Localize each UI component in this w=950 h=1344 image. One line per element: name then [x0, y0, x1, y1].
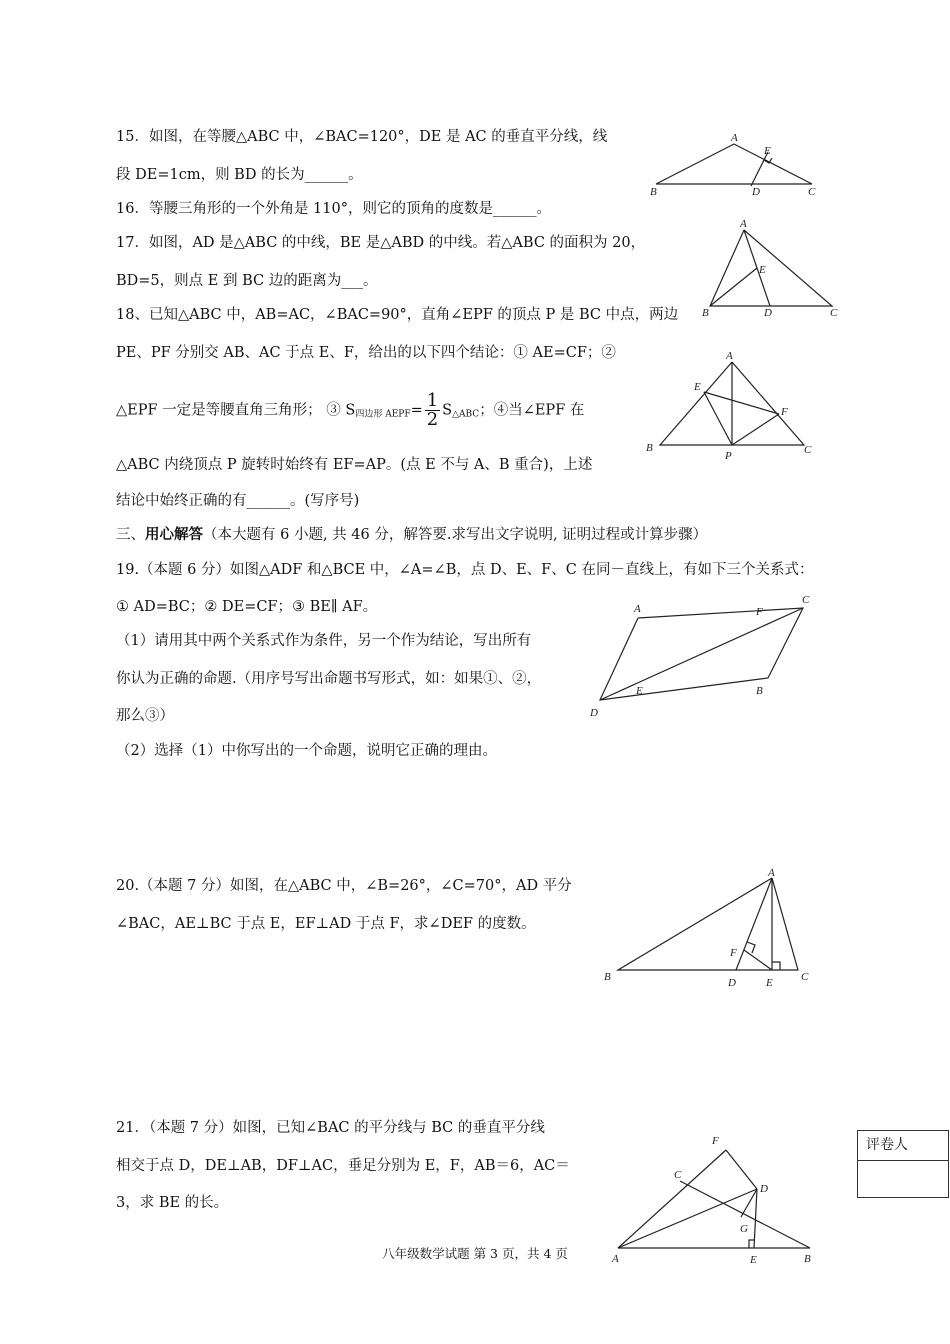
q18-label-p: P: [725, 450, 732, 462]
q18-label-a: A: [726, 350, 733, 362]
q20-label-d: D: [728, 977, 736, 988]
q21-label-b: B: [804, 1253, 811, 1265]
section3-heading: [116, 525, 707, 545]
q18-s: S: [442, 402, 453, 419]
q18-line-pe: [704, 392, 732, 445]
q21-label-g: G: [740, 1223, 748, 1235]
q19-label-d: D: [590, 707, 598, 719]
q17-figure: [700, 218, 845, 320]
q21-line-fd: [726, 1150, 757, 1189]
q17-label-d: D: [764, 307, 772, 319]
q17-label-a: A: [740, 218, 747, 230]
q15-label-b: B: [650, 186, 657, 198]
q19-label-f: F: [756, 606, 763, 618]
q18-line3-text-b: ；④当∠EPF 在: [479, 402, 585, 419]
q21-line2: 相交于点 D，DE⊥AB，DF⊥AC，垂足分别为 E，F，AB＝6，AC＝: [116, 1158, 570, 1174]
q21-line1: 21．（本题 7 分）如图，已知∠BAC 的平分线与 BC 的垂直平分线: [116, 1120, 545, 1136]
q19-line1: 19.（本题 6 分）如图△ADF 和△BCE 中，∠A=∠B，点 D、E、F、C 在同－直线上，有如下三个关系式：: [116, 562, 814, 578]
q15-line2: 段 DE=1cm，则 BD 的长为______。: [116, 167, 363, 183]
q17-label-e: E: [759, 264, 766, 276]
q20-label-a: A: [768, 867, 775, 879]
q18-label-e: E: [694, 381, 701, 393]
q20-label-e: E: [766, 977, 773, 988]
q18-label-f: F: [781, 406, 788, 418]
q15-triangle: [656, 144, 812, 184]
q20-line-ef: [744, 950, 772, 970]
q20-line1: 20.（本题 7 分）如图，在△ABC 中，∠B=26°，∠C=70°，AD 平分: [116, 878, 572, 894]
q18-sub-quad: 四边形 AEPF: [355, 409, 411, 420]
q17-median-be: [710, 268, 757, 306]
q20-label-c: C: [801, 971, 809, 983]
q21-label-a: A: [612, 1253, 619, 1265]
q20-triangle: [618, 878, 798, 970]
q18-line-pf: [732, 414, 779, 445]
q19-line6: （2）选择（1）中你写出的一个命题，说明它正确的理由。: [116, 743, 497, 759]
q17-triangle: [710, 230, 832, 306]
q20-right-angle-f: [747, 942, 755, 953]
q15-label-e: E: [764, 145, 771, 157]
q19-line2: ① AD=BC；② DE=CF；③ BE∥ AF。: [116, 599, 378, 615]
q19-label-b: B: [756, 685, 763, 697]
q21-label-c: C: [674, 1169, 682, 1181]
q19-label-a: A: [634, 603, 641, 615]
q15-figure: [648, 128, 828, 200]
q18-fraction: [425, 392, 440, 429]
q18-label-b: B: [646, 442, 653, 454]
q19-label-c: C: [802, 594, 810, 606]
q18-frac-den: 2: [426, 409, 439, 430]
q15-label-a: A: [731, 132, 738, 144]
q15-line1: 15．如图，在等腰△ABC 中，∠BAC=120°，DE 是 AC 的垂直平分线，线: [116, 129, 608, 145]
q19-label-e: E: [636, 685, 643, 697]
q18-line3-text-a: △EPF 一定是等腰直角三角形； ③ S: [116, 402, 356, 419]
q18-frac-num: 1: [426, 390, 439, 411]
q21-line-af: [618, 1150, 726, 1248]
q20-line2: ∠BAC，AE⊥BC 于点 E，EF⊥AD 于点 F，求∠DEF 的度数。: [116, 916, 536, 932]
q18-line4: △ABC 内绕顶点 P 旋转时始终有 EF=AP。(点 E 不与 A、B 重合)，上述: [116, 457, 593, 473]
q18-eq: =: [410, 402, 423, 419]
q21-label-e: E: [750, 1254, 757, 1266]
grader-label: 评卷人: [858, 1131, 948, 1161]
q15-label-c: C: [808, 186, 816, 198]
page-footer: 八年级数学试题 第 3 页，共 4 页: [382, 1246, 568, 1261]
q18-line3: [116, 392, 584, 433]
q21-line-ad: [618, 1189, 757, 1248]
section3-prefix: 三、: [116, 527, 145, 543]
q18-label-c: C: [804, 444, 812, 456]
q20-label-f: F: [730, 947, 737, 959]
section3-note: （本大题有 6 小题, 共 46 分，解答要.求写出文字说明, 证明过程或计算步骤）: [203, 527, 708, 543]
q20-line-ad: [736, 878, 772, 970]
q17-label-c: C: [830, 307, 838, 319]
q19-line5: 那么③）: [116, 708, 174, 724]
q21-line3: 3，求 BE 的长。: [116, 1195, 229, 1211]
q21-label-d: D: [760, 1183, 768, 1195]
q20-right-angle-e: [772, 962, 780, 970]
grader-box: [857, 1130, 949, 1198]
q21-line-de: [754, 1189, 757, 1248]
q20-figure: [598, 858, 823, 988]
q19-figure: [588, 590, 823, 720]
q18-line5: 结论中始终正确的有______。(写序号): [116, 493, 360, 509]
q18-figure: [644, 347, 820, 463]
q17-label-b: B: [702, 307, 709, 319]
q18-line2: PE、PF 分别交 AB、AC 于点 E、F，给出的以下四个结论：① AE=CF；②: [116, 345, 616, 361]
q19-line4: 你认为正确的命题.（用序号写出命题书写形式，如：如果①、②，: [116, 671, 542, 687]
section3-title: 用心解答: [145, 526, 203, 543]
q15-label-d: D: [752, 186, 760, 198]
q18-sub-abc: △ABC: [452, 409, 480, 420]
q18-line1: 18、已知△ABC 中，AB=AC，∠BAC=90°，直角∠EPF 的顶点 P 是 BC 中点，两边: [116, 307, 679, 323]
q21-label-f: F: [712, 1135, 719, 1147]
q17-line1: 17．如图，AD 是△ABC 的中线，BE 是△ABD 的中线。若△ABC 的面积为 20，: [116, 235, 646, 251]
q21-line-cb: [680, 1181, 810, 1248]
q19-line3: （1）请用其中两个关系式作为条件，另一个作为结论，写出所有: [116, 633, 532, 649]
q21-line-dg: [741, 1189, 757, 1217]
q17-line2: BD=5，则点 E 到 BC 边的距离为___。: [116, 273, 378, 289]
q16-line1: 16．等腰三角形的一个外角是 110°，则它的顶角的度数是______。: [116, 201, 551, 217]
q20-label-b: B: [604, 971, 611, 983]
